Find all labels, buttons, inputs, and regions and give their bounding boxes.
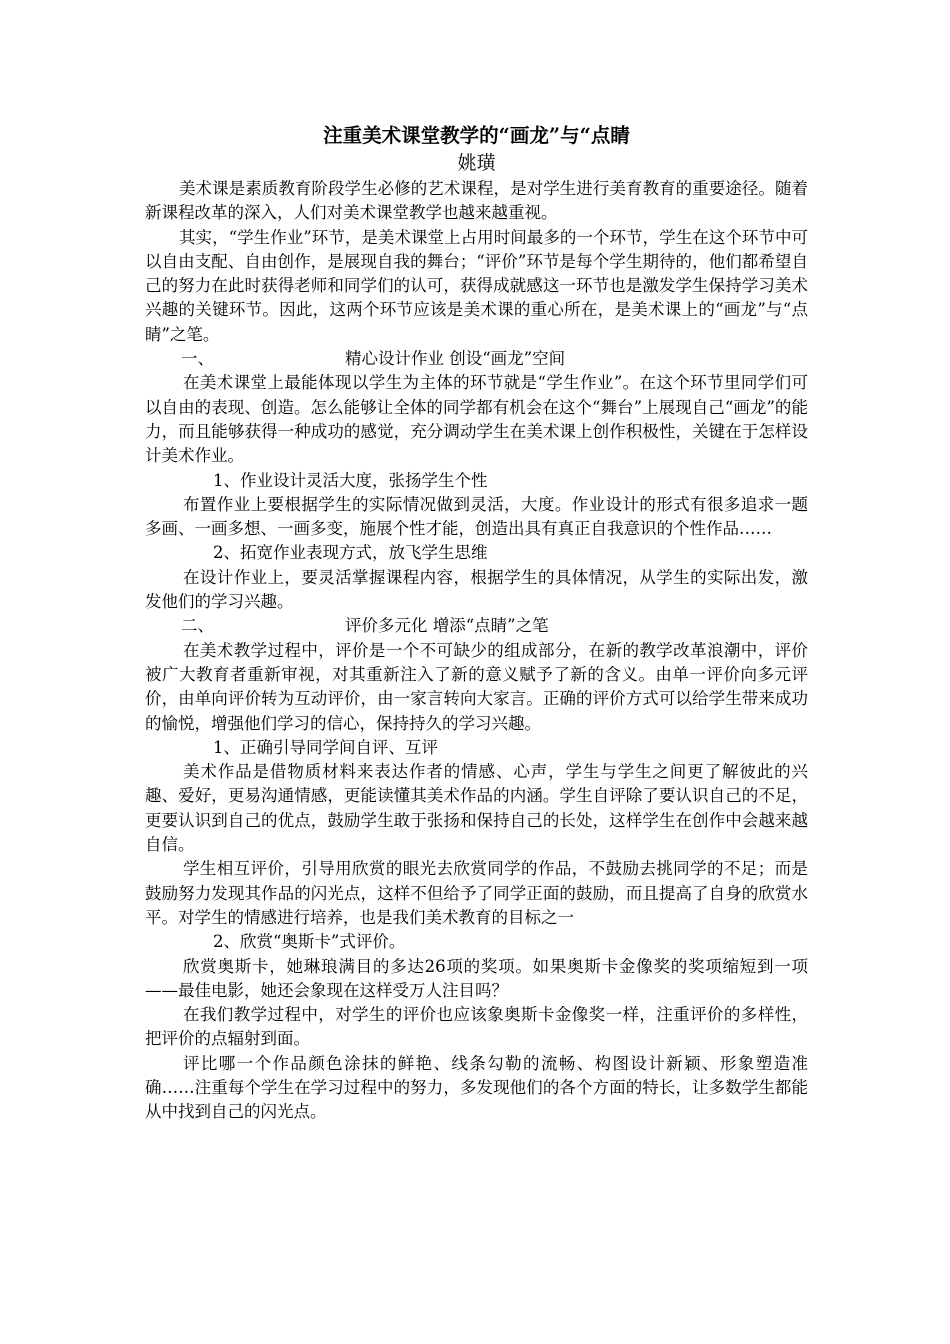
section-1-heading — [145, 347, 808, 371]
section-2-sub-2-heading: 2、欣赏“奥斯卡”式评价。 — [213, 932, 406, 952]
author-name: 姚璜 — [457, 152, 496, 174]
section-2-sub-2-body-2: 在我们教学过程中，对学生的评价也应该象奥斯卡金像奖一样，注重评价的多样性，把评价的点辐射到面。 — [145, 1005, 808, 1049]
section-1-sub-2-body: 在设计作业上，要灵活掌握课程内容，根据学生的具体情况，从学生的实际出发，激发他们的学习兴趣。 — [145, 567, 808, 612]
section-2-sub-2-body-3: 评比哪一个作品颜色涂抹的鲜艳、线条勾勒的流畅、构图设计新颖、形象塑造准确……注重每个学生在学习过程中的努力，多发现他们的各个方面的特长，让多数学生都能从中找到自己的闪光点。 — [145, 1053, 808, 1122]
section-2-number: 二、 — [181, 616, 214, 636]
section-2-sub-1-body-1: 美术作品是借物质材料来表达作者的情感、心声，学生与学生之间更了解彼此的兴趣、爱好，更易沟通情感，更能读懂其美术作品的内涵。学生自评除了要认识自己的不足，更要认识到自己的优点，鼓励学生敢于张扬和保持自己的长处，这样学生在创作中会越来越自信。 — [145, 762, 808, 855]
intro-paragraph-2: 其实，“学生作业”环节，是美术课堂上占用时间最多的一个环节，学生在这个环节中可以自由支配、自由创作，是展现自我的舞台；“评价”环节是每个学生期待的，他们都希望自己的努力在此时获得老师和同学们的认可，获得成就感这一环节也是激发学生保持学习美术兴趣的关键环节。因此，这两个环节应该是美术课的重心所在，是美术课上的“画龙”与“点睛”之笔。 — [145, 227, 808, 344]
section-1-sub-1-body: 布置作业上要根据学生的实际情况做到灵活，大度。作业设计的形式有很多追求一题多画、一画多想、一画多变，施展个性才能，创造出具有真正自我意识的个性作品…… — [145, 494, 808, 539]
section-2-sub-2-body-1: 欣赏奥斯卡，她琳琅满目的多达26项的奖项。如果奥斯卡金像奖的奖项缩短到一项——最佳电影，她还会象现在这样受万人注目吗？ — [145, 956, 808, 1000]
intro-paragraph-1: 美术课是素质教育阶段学生必修的艺术课程，是对学生进行美育教育的重要途径。随着新课程改革的深入，人们对美术课堂教学也越来越重视。 — [145, 179, 808, 223]
section-1-title: 精心设计作业 创设“画龙”空间 — [345, 349, 566, 369]
section-2-body: 在美术教学过程中，评价是一个不可缺少的组成部分，在新的教学改革浪潮中，评价被广大教育者重新审视，对其重新注入了新的意义赋予了新的含义。由单一评价向多元评价，由单向评价转为互动评价，由一家言转向大家言。正确的评价方式可以给学生带来成功的愉悦，增强他们学习的信心，保持持久的学习兴趣。 — [145, 640, 808, 733]
section-1-number: 一、 — [181, 349, 214, 369]
section-1-sub-2-heading: 2、拓宽作业表现方式，放飞学生思维 — [213, 543, 488, 563]
section-2-title: 评价多元化 增添“点睛”之笔 — [345, 616, 549, 636]
section-2-sub-1-body-2: 学生相互评价，引导用欣赏的眼光去欣赏同学的作品，不鼓励去挑同学的不足；而是鼓励努力发现其作品的闪光点，这样不但给予了同学正面的鼓励，而且提高了自身的欣赏水平。对学生的情感进行培养，也是我们美术教育的目标之一 — [145, 859, 808, 927]
document-page — [145, 122, 808, 1125]
document-title: 注重美术课堂教学的“画龙”与“点睛 — [323, 124, 630, 147]
section-1-sub-1-heading: 1、作业设计灵活大度，张扬学生个性 — [213, 470, 488, 490]
section-2-sub-1-heading: 1、正确引导同学间自评、互评 — [213, 737, 438, 757]
section-1-body: 在美术课堂上最能体现以学生为主体的环节就是“学生作业”。在这个环节里同学们可以自由的表现、创造。怎么能够让全体的同学都有机会在这个“舞台”上展现自己“画龙”的能力，而且能够获得一种成功的感觉，充分调动学生在美术课上创作积极性，关键在于怎样设计美术作业。 — [145, 373, 808, 466]
section-2-heading — [145, 614, 808, 638]
